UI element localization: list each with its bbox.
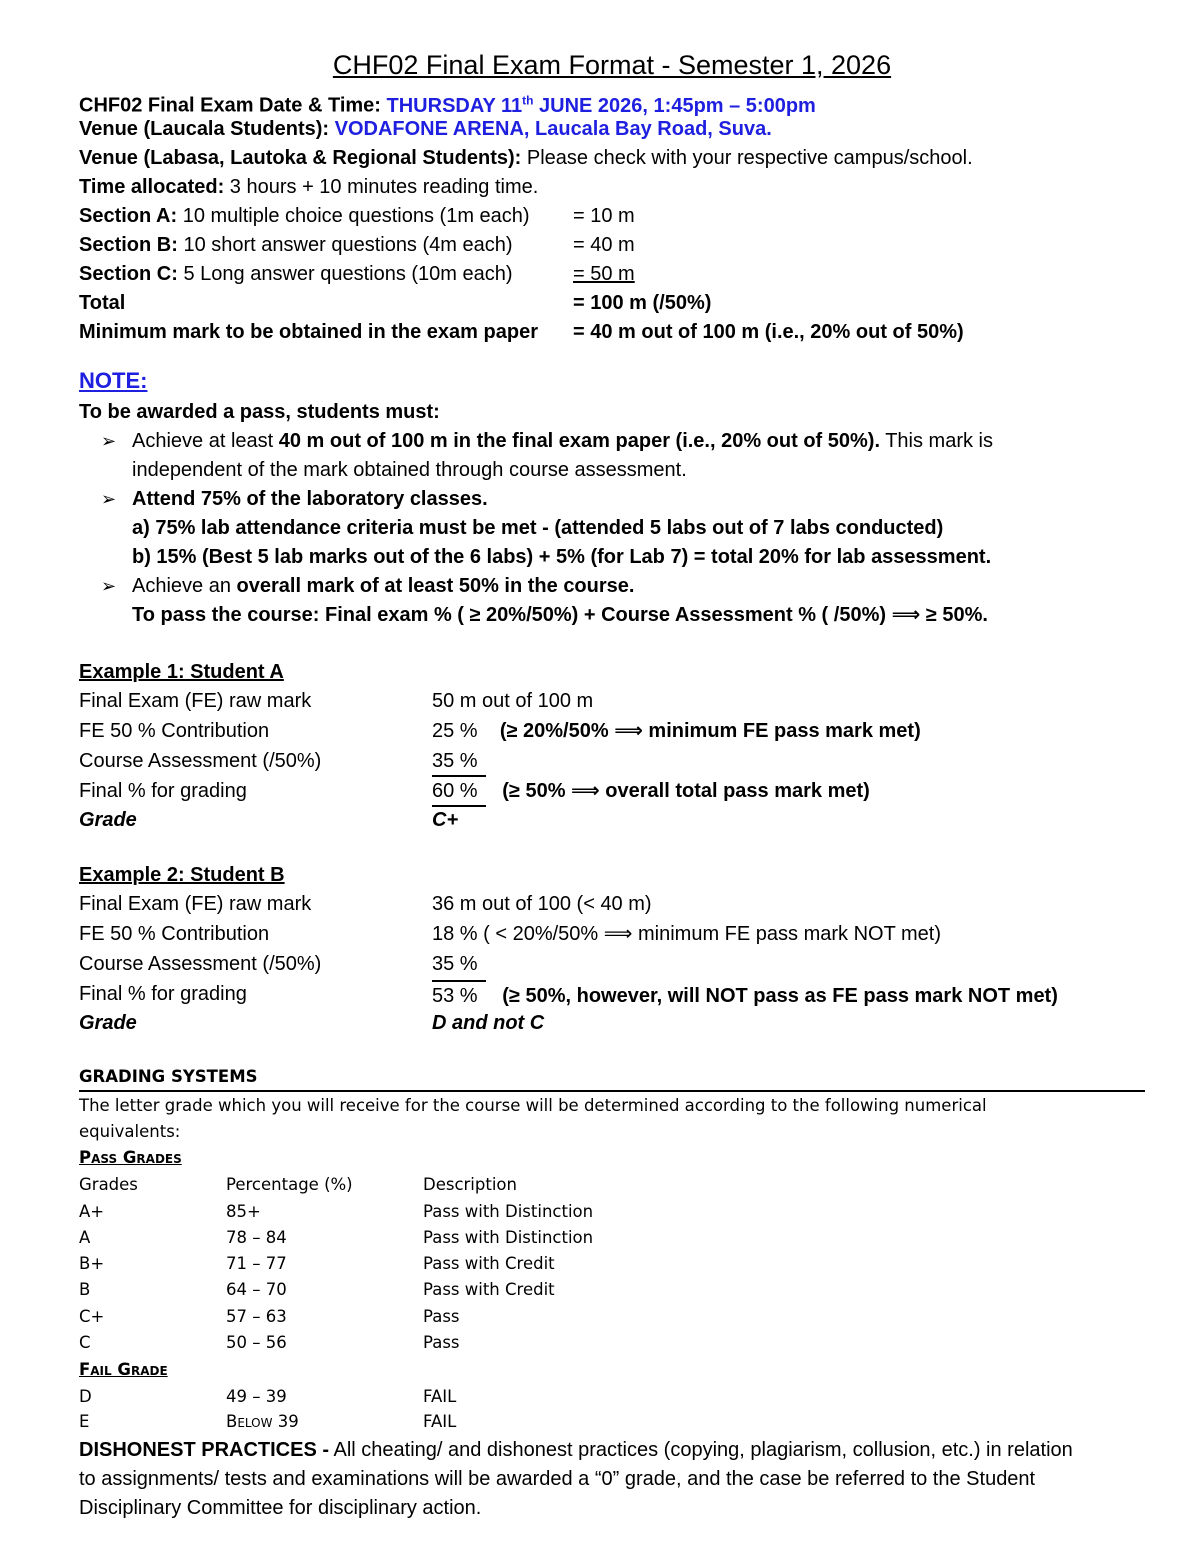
dishonest-line-2: to assignments/ tests and examinations will be awarded a “0” grade, and the case be referred to the Student [79, 1468, 1036, 1490]
page-title: CHF02 Final Exam Format - Semester 1, 2026 [332, 50, 892, 80]
fail-grade-heading: Fail Grade [79, 1360, 168, 1379]
venue-laucala-line [79, 115, 772, 143]
minimum-row [79, 318, 1145, 346]
arrow-bullet-icon: ➢ [101, 576, 117, 596]
dishonest-line-3: Disciplinary Committee for disciplinary action. [79, 1497, 482, 1519]
venue-laucala-label: Venue (Laucala Students): [79, 118, 330, 140]
section-marks: = 50 m [573, 263, 635, 285]
section-label: Section B: [79, 234, 178, 256]
section-marks: = 10 m [573, 205, 635, 227]
example1-heading: Example 1: Student A [79, 661, 284, 683]
section-row [79, 231, 1145, 259]
dishonest-line-1: DISHONEST PRACTICES - All cheating/ and dishonest practices (copying, plagiarism, collusion, etc.) in relation [79, 1439, 1073, 1461]
grading-heading: GRADING SYSTEMS [79, 1067, 258, 1086]
grading-intro-1: The letter grade which you will receive for the course will be determined according to the following numerical [79, 1096, 987, 1115]
time-allocated-line [79, 173, 538, 201]
section-label: Section C: [79, 263, 178, 285]
venue-regional-label: Venue (Labasa, Lautoka & Regional Students): [79, 147, 522, 169]
section-marks: = 40 m [573, 234, 635, 256]
total-label: Total [79, 292, 126, 314]
minimum-value: = 40 m out of 100 m (i.e., 20% out of 50%) [573, 321, 964, 343]
pass-grades-heading: Pass Grades [79, 1148, 182, 1167]
venue-regional-value: Please check with your respective campus/school. [526, 147, 973, 169]
grading-intro-2: equivalents: [79, 1122, 181, 1141]
section-label: Section A: [79, 205, 178, 227]
total-row [79, 289, 1145, 317]
time-allocated-label: Time allocated: [79, 176, 225, 198]
arrow-bullet-icon: ➢ [101, 431, 117, 451]
total-value: = 100 m (/50%) [573, 292, 712, 314]
minimum-label: Minimum mark to be obtained in the exam paper [79, 321, 538, 343]
arrow-bullet-icon: ➢ [101, 489, 117, 509]
grading-divider [79, 1090, 1145, 1092]
section-desc: 10 short answer questions (4m each) [183, 234, 513, 256]
exam-date-label: CHF02 Final Exam Date & Time: [79, 94, 381, 117]
note-intro: To be awarded a pass, students must: [79, 401, 440, 423]
section-row [79, 260, 1145, 288]
section-desc: 10 multiple choice questions (1m each) [182, 205, 530, 227]
example2-heading: Example 2: Student B [79, 864, 285, 886]
venue-regional-line [79, 144, 973, 172]
time-allocated-value: 3 hours + 10 minutes reading time. [229, 176, 539, 198]
section-desc: 5 Long answer questions (10m each) [183, 263, 513, 285]
section-row [79, 202, 1145, 230]
note-heading: NOTE: [79, 368, 148, 393]
venue-laucala-value: VODAFONE ARENA, Laucala Bay Road, Suva. [334, 118, 772, 140]
exam-date-value: THURSDAY 11th JUNE 2026, 1:45pm – 5:00pm [386, 93, 816, 117]
